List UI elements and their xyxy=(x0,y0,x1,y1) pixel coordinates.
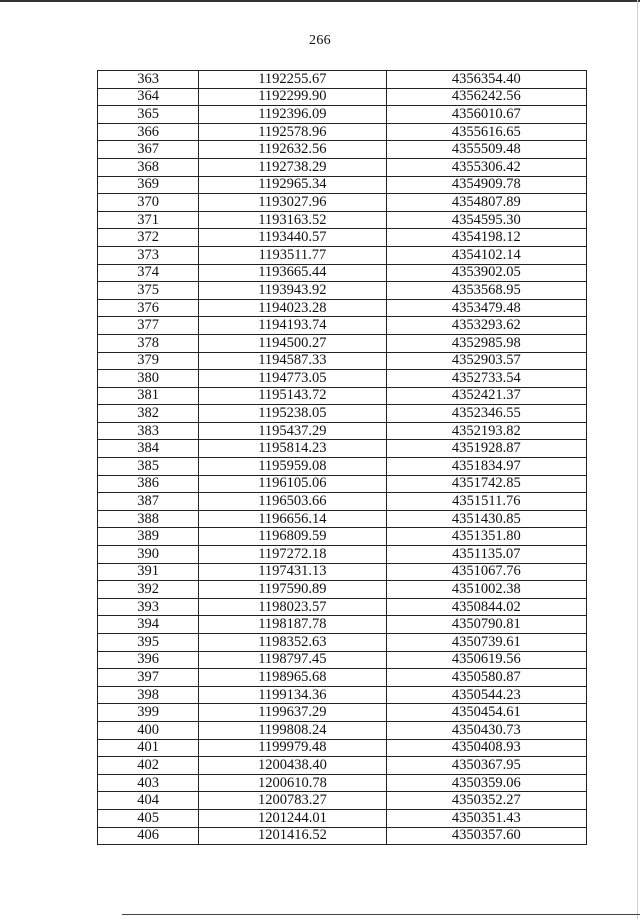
table-row xyxy=(98,634,587,652)
y-coordinate-cell: 4352193.82 xyxy=(386,422,586,440)
table-row xyxy=(98,598,587,616)
y-coordinate-cell: 4351135.07 xyxy=(386,546,586,564)
table-row xyxy=(98,176,587,194)
x-coordinate-cell: 1201416.52 xyxy=(199,827,386,845)
y-coordinate-cell: 4350580.87 xyxy=(386,669,586,687)
point-number-cell: 403 xyxy=(98,774,199,792)
point-number-cell: 376 xyxy=(98,299,199,317)
x-coordinate-cell: 1193440.57 xyxy=(199,229,386,247)
x-coordinate-cell: 1194193.74 xyxy=(199,317,386,335)
point-number-cell: 372 xyxy=(98,229,199,247)
point-number-cell: 363 xyxy=(98,71,199,89)
x-coordinate-cell: 1198023.57 xyxy=(199,598,386,616)
table-row xyxy=(98,264,587,282)
table-row xyxy=(98,616,587,634)
x-coordinate-cell: 1194587.33 xyxy=(199,352,386,370)
table-row xyxy=(98,757,587,775)
point-number-cell: 398 xyxy=(98,686,199,704)
table-row xyxy=(98,440,587,458)
point-number-cell: 397 xyxy=(98,669,199,687)
table-row xyxy=(98,352,587,370)
y-coordinate-cell: 4350454.61 xyxy=(386,704,586,722)
table-row xyxy=(98,510,587,528)
point-number-cell: 383 xyxy=(98,422,199,440)
table-row xyxy=(98,405,587,423)
y-coordinate-cell: 4351511.76 xyxy=(386,493,586,511)
table-row xyxy=(98,546,587,564)
x-coordinate-cell: 1192255.67 xyxy=(199,71,386,89)
table-row xyxy=(98,422,587,440)
y-coordinate-cell: 4351067.76 xyxy=(386,563,586,581)
table-row xyxy=(98,370,587,388)
table-row xyxy=(98,88,587,106)
x-coordinate-cell: 1193027.96 xyxy=(199,194,386,212)
point-number-cell: 386 xyxy=(98,475,199,493)
y-coordinate-cell: 4351742.85 xyxy=(386,475,586,493)
point-number-cell: 375 xyxy=(98,282,199,300)
x-coordinate-cell: 1193163.52 xyxy=(199,211,386,229)
x-coordinate-cell: 1200610.78 xyxy=(199,774,386,792)
y-coordinate-cell: 4351351.80 xyxy=(386,528,586,546)
x-coordinate-cell: 1198352.63 xyxy=(199,634,386,652)
table-row xyxy=(98,282,587,300)
point-number-cell: 369 xyxy=(98,176,199,194)
x-coordinate-cell: 1199808.24 xyxy=(199,721,386,739)
table-row xyxy=(98,141,587,159)
y-coordinate-cell: 4350739.61 xyxy=(386,634,586,652)
point-number-cell: 395 xyxy=(98,634,199,652)
x-coordinate-cell: 1196809.59 xyxy=(199,528,386,546)
x-coordinate-cell: 1192578.96 xyxy=(199,123,386,141)
point-number-cell: 366 xyxy=(98,123,199,141)
point-number-cell: 379 xyxy=(98,352,199,370)
y-coordinate-cell: 4353902.05 xyxy=(386,264,586,282)
table-row xyxy=(98,229,587,247)
point-number-cell: 401 xyxy=(98,739,199,757)
point-number-cell: 385 xyxy=(98,458,199,476)
x-coordinate-cell: 1199134.36 xyxy=(199,686,386,704)
y-coordinate-cell: 4354909.78 xyxy=(386,176,586,194)
x-coordinate-cell: 1192299.90 xyxy=(199,88,386,106)
x-coordinate-cell: 1192632.56 xyxy=(199,141,386,159)
point-number-cell: 371 xyxy=(98,211,199,229)
point-number-cell: 406 xyxy=(98,827,199,845)
table-row xyxy=(98,317,587,335)
y-coordinate-cell: 4352346.55 xyxy=(386,405,586,423)
point-number-cell: 389 xyxy=(98,528,199,546)
y-coordinate-cell: 4356010.67 xyxy=(386,106,586,124)
table-row xyxy=(98,739,587,757)
point-number-cell: 364 xyxy=(98,88,199,106)
point-number-cell: 374 xyxy=(98,264,199,282)
x-coordinate-cell: 1192965.34 xyxy=(199,176,386,194)
y-coordinate-cell: 4356354.40 xyxy=(386,71,586,89)
x-coordinate-cell: 1201244.01 xyxy=(199,809,386,827)
point-number-cell: 404 xyxy=(98,792,199,810)
y-coordinate-cell: 4350408.93 xyxy=(386,739,586,757)
table-row xyxy=(98,123,587,141)
point-number-cell: 405 xyxy=(98,809,199,827)
point-number-cell: 373 xyxy=(98,246,199,264)
point-number-cell: 399 xyxy=(98,704,199,722)
table-row xyxy=(98,528,587,546)
x-coordinate-cell: 1196105.06 xyxy=(199,475,386,493)
y-coordinate-cell: 4353293.62 xyxy=(386,317,586,335)
table-row xyxy=(98,581,587,599)
y-coordinate-cell: 4354595.30 xyxy=(386,211,586,229)
table-row xyxy=(98,809,587,827)
point-number-cell: 370 xyxy=(98,194,199,212)
table-row xyxy=(98,669,587,687)
x-coordinate-cell: 1194023.28 xyxy=(199,299,386,317)
y-coordinate-cell: 4350619.56 xyxy=(386,651,586,669)
point-number-cell: 393 xyxy=(98,598,199,616)
y-coordinate-cell: 4355509.48 xyxy=(386,141,586,159)
point-number-cell: 387 xyxy=(98,493,199,511)
y-coordinate-cell: 4350844.02 xyxy=(386,598,586,616)
y-coordinate-cell: 4350430.73 xyxy=(386,721,586,739)
x-coordinate-cell: 1198797.45 xyxy=(199,651,386,669)
point-number-cell: 368 xyxy=(98,158,199,176)
point-number-cell: 378 xyxy=(98,334,199,352)
point-number-cell: 384 xyxy=(98,440,199,458)
y-coordinate-cell: 4355306.42 xyxy=(386,158,586,176)
table-row xyxy=(98,158,587,176)
x-coordinate-cell: 1195238.05 xyxy=(199,405,386,423)
table-row xyxy=(98,686,587,704)
scan-edge xyxy=(637,0,638,919)
point-number-cell: 367 xyxy=(98,141,199,159)
y-coordinate-cell: 4354198.12 xyxy=(386,229,586,247)
x-coordinate-cell: 1198965.68 xyxy=(199,669,386,687)
table-row xyxy=(98,246,587,264)
table-row xyxy=(98,334,587,352)
table-row xyxy=(98,827,587,845)
point-number-cell: 400 xyxy=(98,721,199,739)
point-number-cell: 394 xyxy=(98,616,199,634)
point-number-cell: 402 xyxy=(98,757,199,775)
y-coordinate-cell: 4350352.27 xyxy=(386,792,586,810)
table-row xyxy=(98,704,587,722)
table-row xyxy=(98,211,587,229)
y-coordinate-cell: 4350351.43 xyxy=(386,809,586,827)
y-coordinate-cell: 4351928.87 xyxy=(386,440,586,458)
point-number-cell: 396 xyxy=(98,651,199,669)
table-row xyxy=(98,299,587,317)
table-body xyxy=(98,71,587,845)
x-coordinate-cell: 1194500.27 xyxy=(199,334,386,352)
point-number-cell: 390 xyxy=(98,546,199,564)
y-coordinate-cell: 4354102.14 xyxy=(386,246,586,264)
x-coordinate-cell: 1195959.08 xyxy=(199,458,386,476)
coordinate-table xyxy=(97,70,587,845)
y-coordinate-cell: 4352985.98 xyxy=(386,334,586,352)
x-coordinate-cell: 1195437.29 xyxy=(199,422,386,440)
y-coordinate-cell: 4350359.06 xyxy=(386,774,586,792)
y-coordinate-cell: 4351834.97 xyxy=(386,458,586,476)
x-coordinate-cell: 1193511.77 xyxy=(199,246,386,264)
y-coordinate-cell: 4350544.23 xyxy=(386,686,586,704)
y-coordinate-cell: 4350357.60 xyxy=(386,827,586,845)
y-coordinate-cell: 4356242.56 xyxy=(386,88,586,106)
x-coordinate-cell: 1198187.78 xyxy=(199,616,386,634)
table-row xyxy=(98,194,587,212)
point-number-cell: 377 xyxy=(98,317,199,335)
x-coordinate-cell: 1196503.66 xyxy=(199,493,386,511)
x-coordinate-cell: 1193665.44 xyxy=(199,264,386,282)
point-number-cell: 392 xyxy=(98,581,199,599)
point-number-cell: 380 xyxy=(98,370,199,388)
point-number-cell: 388 xyxy=(98,510,199,528)
x-coordinate-cell: 1200783.27 xyxy=(199,792,386,810)
y-coordinate-cell: 4355616.65 xyxy=(386,123,586,141)
y-coordinate-cell: 4351430.85 xyxy=(386,510,586,528)
point-number-cell: 365 xyxy=(98,106,199,124)
x-coordinate-cell: 1199979.48 xyxy=(199,739,386,757)
x-coordinate-cell: 1197590.89 xyxy=(199,581,386,599)
table-row xyxy=(98,792,587,810)
table-row xyxy=(98,71,587,89)
table-row xyxy=(98,493,587,511)
x-coordinate-cell: 1194773.05 xyxy=(199,370,386,388)
x-coordinate-cell: 1193943.92 xyxy=(199,282,386,300)
table-row xyxy=(98,774,587,792)
point-number-cell: 382 xyxy=(98,405,199,423)
y-coordinate-cell: 4352903.57 xyxy=(386,352,586,370)
page-top-edge xyxy=(0,0,640,2)
x-coordinate-cell: 1196656.14 xyxy=(199,510,386,528)
y-coordinate-cell: 4351002.38 xyxy=(386,581,586,599)
table-row xyxy=(98,651,587,669)
x-coordinate-cell: 1199637.29 xyxy=(199,704,386,722)
x-coordinate-cell: 1200438.40 xyxy=(199,757,386,775)
y-coordinate-cell: 4354807.89 xyxy=(386,194,586,212)
table-row xyxy=(98,387,587,405)
x-coordinate-cell: 1192396.09 xyxy=(199,106,386,124)
y-coordinate-cell: 4353479.48 xyxy=(386,299,586,317)
y-coordinate-cell: 4350790.81 xyxy=(386,616,586,634)
bottom-rule xyxy=(122,914,640,915)
table-row xyxy=(98,475,587,493)
y-coordinate-cell: 4350367.95 xyxy=(386,757,586,775)
point-number-cell: 381 xyxy=(98,387,199,405)
x-coordinate-cell: 1195143.72 xyxy=(199,387,386,405)
x-coordinate-cell: 1192738.29 xyxy=(199,158,386,176)
table-row xyxy=(98,563,587,581)
y-coordinate-cell: 4352421.37 xyxy=(386,387,586,405)
x-coordinate-cell: 1195814.23 xyxy=(199,440,386,458)
table-row xyxy=(98,106,587,124)
x-coordinate-cell: 1197272.18 xyxy=(199,546,386,564)
point-number-cell: 391 xyxy=(98,563,199,581)
x-coordinate-cell: 1197431.13 xyxy=(199,563,386,581)
table-row xyxy=(98,721,587,739)
table-row xyxy=(98,458,587,476)
y-coordinate-cell: 4353568.95 xyxy=(386,282,586,300)
y-coordinate-cell: 4352733.54 xyxy=(386,370,586,388)
page-number: 266 xyxy=(309,33,331,48)
